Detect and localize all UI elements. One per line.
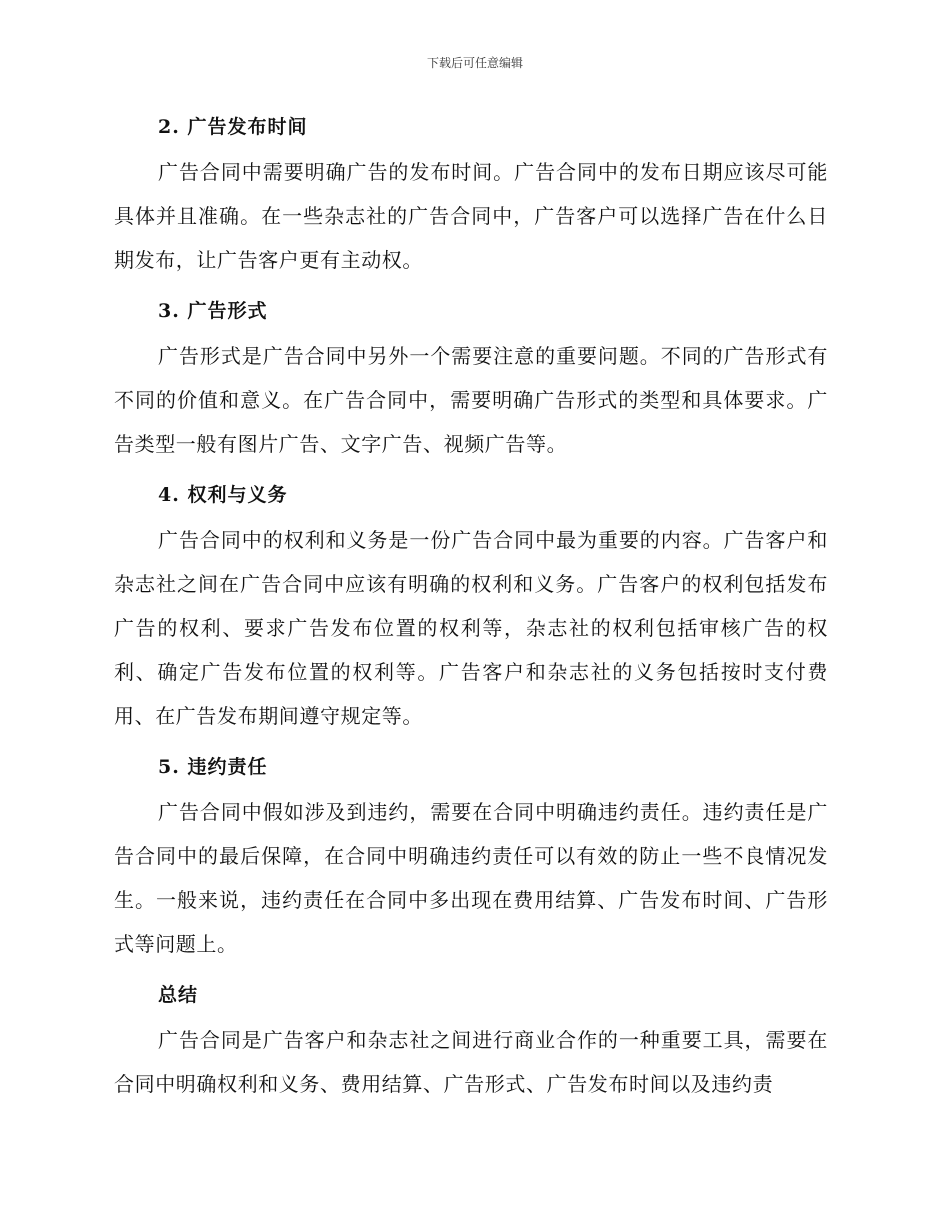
section-paragraph: 广告合同中的权利和义务是一份广告合同中最为重要的内容。广告客户和杂志社之间在广告合同中应该有明确的权利和义务。广告客户的权利包括发布广告的权利、要求广告发布位置的权利等，杂志社的权利包括审核广告的权利、确定广告发布位置的权利等。广告客户和杂志社的义务包括按时支付费用、在广告发布期间遵守规定等。 <box>114 528 828 728</box>
section-ad-format <box>114 288 828 466</box>
section-heading: 4. 权利与义务 <box>158 484 288 506</box>
section-heading: 2. 广告发布时间 <box>158 116 308 138</box>
section-heading: 5. 违约责任 <box>158 756 268 778</box>
section-rights-obligations <box>114 472 828 738</box>
section-heading: 总结 <box>158 984 199 1006</box>
section-paragraph: 广告合同中需要明确广告的发布时间。广告合同中的发布日期应该尽可能具体并且准确。在一些杂志社的广告合同中，广告客户可以选择广告在什么日期发布，让广告客户更有主动权。 <box>114 160 828 272</box>
section-summary <box>114 972 828 1106</box>
section-publish-time <box>114 104 828 282</box>
section-paragraph: 广告形式是广告合同中另外一个需要注意的重要问题。不同的广告形式有不同的价值和意义。在广告合同中，需要明确广告形式的类型和具体要求。广告类型一般有图片广告、文字广告、视频广告等。 <box>114 344 828 456</box>
section-heading: 3. 广告形式 <box>158 300 268 322</box>
header-note: 下载后可任意编辑 <box>426 56 523 70</box>
section-paragraph: 广告合同是广告客户和杂志社之间进行商业合作的一种重要工具，需要在合同中明确权利和义务、费用结算、广告形式、广告发布时间以及违约责 <box>114 1028 828 1096</box>
document-body <box>114 104 828 1112</box>
section-breach-liability <box>114 744 828 966</box>
section-paragraph: 广告合同中假如涉及到违约，需要在合同中明确违约责任。违约责任是广告合同中的最后保障，在合同中明确违约责任可以有效的防止一些不良情况发生。一般来说，违约责任在合同中多出现在费用结算、广告发布时间、广告形式等问题上。 <box>114 800 828 956</box>
